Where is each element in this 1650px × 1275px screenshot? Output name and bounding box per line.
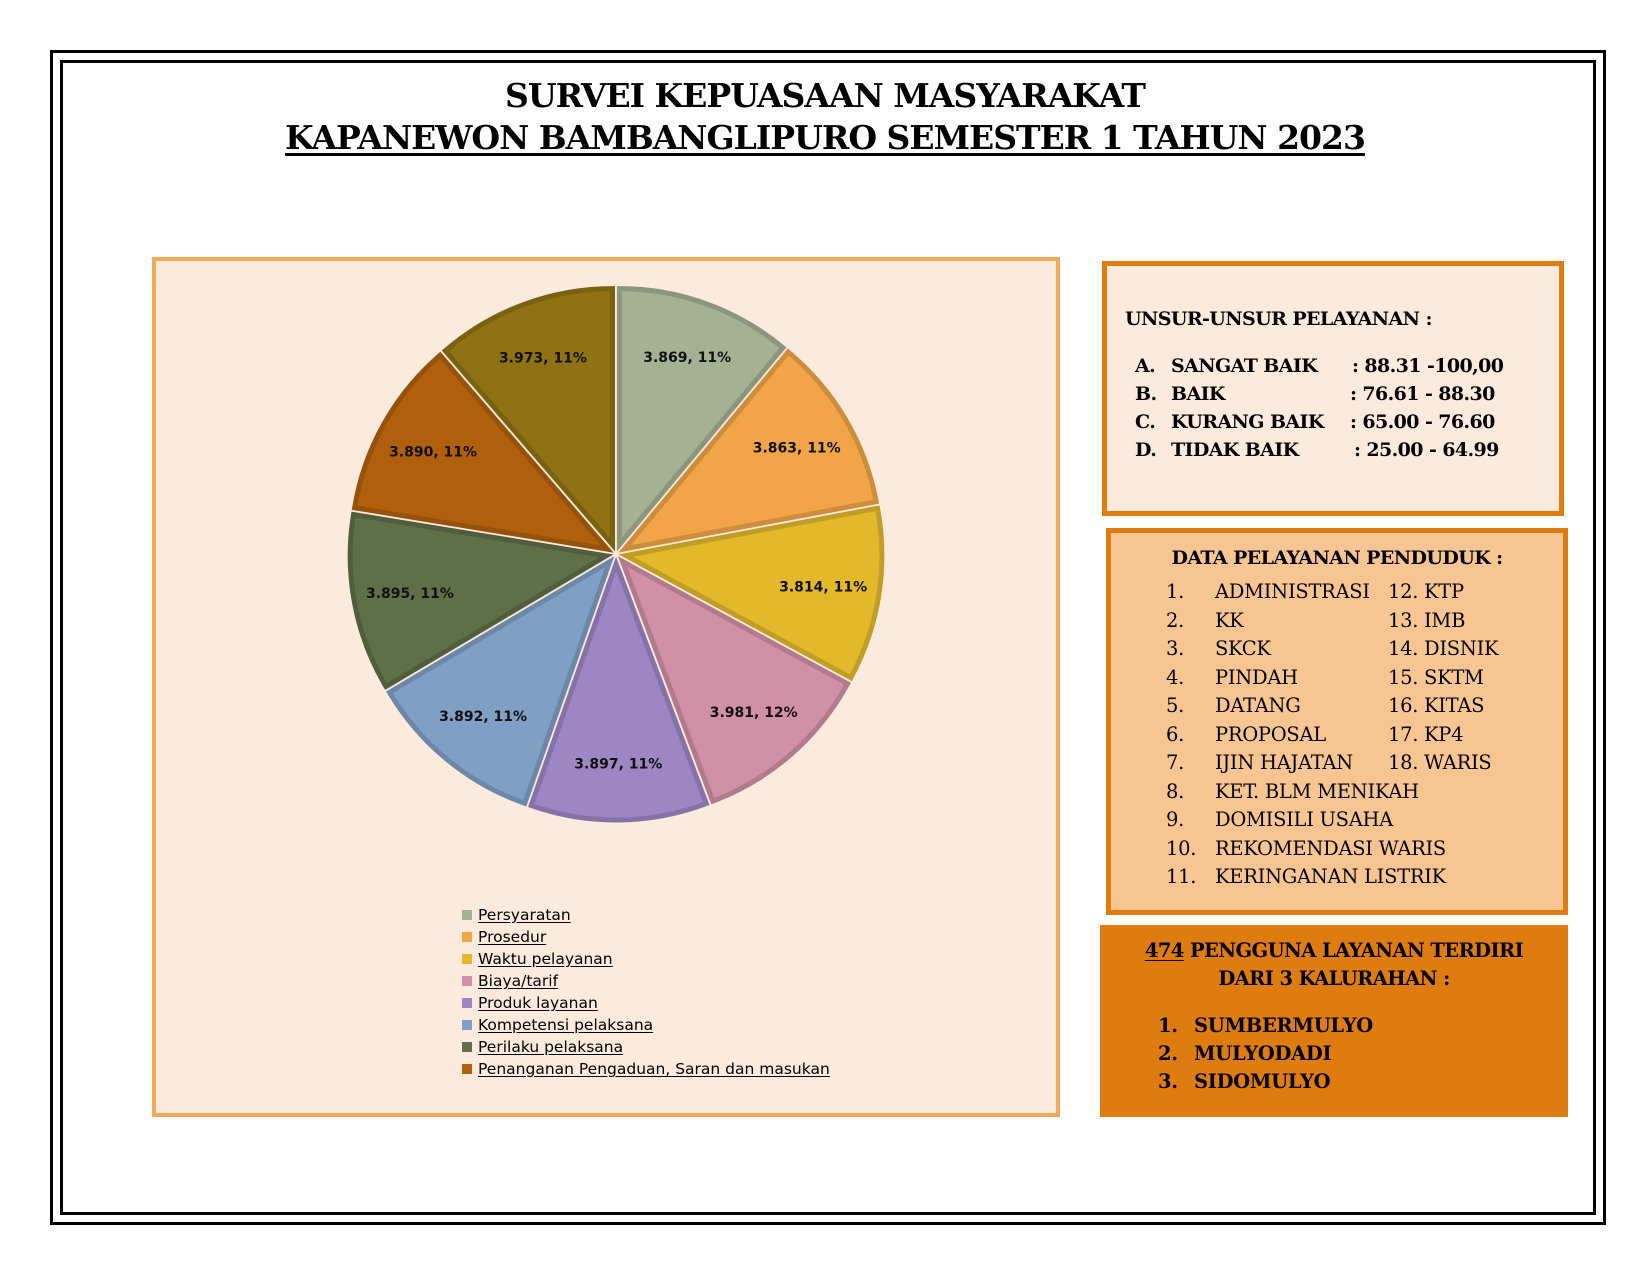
service-number: 10. (1166, 836, 1197, 860)
legend-item (462, 904, 830, 926)
legend-swatch (462, 932, 472, 942)
legend-swatch (462, 1020, 472, 1030)
kalurahan-number: 3. (1158, 1070, 1178, 1093)
legend-item (462, 992, 830, 1014)
category-name: TIDAK BAIK (1171, 439, 1299, 461)
service-number: 2. (1166, 608, 1185, 632)
data-pelayanan-box (1106, 528, 1568, 915)
service-item: SKCK (1215, 637, 1271, 660)
category-letter: D. (1135, 439, 1157, 461)
legend-swatch (462, 976, 472, 986)
slice-data-label: 3.895, 11% (365, 585, 454, 602)
category-range: : 65.00 - 76.60 (1350, 411, 1495, 433)
category-letter: B. (1135, 383, 1157, 405)
service-item: IJIN HAJATAN (1215, 751, 1353, 774)
service-item: PINDAH (1215, 665, 1298, 689)
service-item: 18. WARIS (1388, 751, 1492, 774)
service-item: DATANG (1215, 694, 1301, 717)
pie-chart-panel (152, 257, 1060, 1117)
category-letter: C. (1135, 411, 1156, 433)
kalurahan-name: SIDOMULYO (1194, 1070, 1331, 1093)
legend-item (462, 970, 830, 992)
category-name: KURANG BAIK (1171, 411, 1324, 433)
legend-label: Persyaratan (478, 906, 571, 924)
legend-item (462, 1058, 830, 1080)
legend-label: Waktu pelayanan (478, 950, 613, 968)
legend-label: Biaya/tarif (478, 972, 559, 990)
legend-swatch (462, 910, 472, 920)
legend-item (462, 926, 830, 948)
service-item: REKOMENDASI WARIS (1215, 836, 1446, 860)
legend-swatch (462, 998, 472, 1008)
service-item: 14. DISNIK (1388, 637, 1499, 660)
unsur-heading: UNSUR-UNSUR PELAYANAN : (1125, 308, 1432, 330)
kalurahan-name: SUMBERMULYO (1194, 1014, 1373, 1037)
service-number: 4. (1166, 665, 1185, 689)
category-range: : 88.31 -100,00 (1352, 355, 1504, 377)
service-number: 5. (1166, 694, 1185, 717)
pelayanan-heading: DATA PELAYANAN PENDUDUK : (1171, 547, 1503, 569)
kalurahan-name: MULYODADI (1194, 1042, 1332, 1065)
slice-data-label: 3.897, 11% (574, 756, 663, 773)
legend-swatch (462, 1064, 472, 1074)
service-number: 9. (1166, 808, 1185, 831)
legend-item (462, 1014, 830, 1036)
service-item: 12. KTP (1388, 580, 1464, 603)
service-item: DOMISILI USAHA (1215, 808, 1393, 831)
service-number: 3. (1166, 637, 1185, 660)
legend-label: Perilaku pelaksana (478, 1038, 624, 1056)
service-item: 15. SKTM (1388, 665, 1484, 689)
service-item: KK (1215, 608, 1244, 632)
service-item: 16. KITAS (1388, 694, 1485, 717)
kalurahan-number: 1. (1158, 1014, 1178, 1037)
slice-data-label: 3.892, 11% (439, 709, 528, 726)
category-range: : 76.61 - 88.30 (1350, 383, 1495, 405)
chart-legend (462, 904, 830, 1080)
legend-item (462, 1036, 830, 1058)
pengguna-heading-line2: DARI 3 KALURAHAN : (1218, 967, 1450, 990)
slice-data-label: 3.814, 11% (779, 579, 868, 596)
service-number: 7. (1166, 751, 1185, 774)
service-number: 6. (1166, 722, 1185, 746)
slice-data-label: 3.981, 12% (709, 705, 798, 722)
legend-swatch (462, 954, 472, 964)
service-number: 1. (1166, 580, 1185, 603)
service-number: 8. (1166, 779, 1185, 803)
unsur-pelayanan-box (1102, 261, 1564, 516)
category-name: BAIK (1171, 383, 1225, 405)
page-subtitle: KAPANEWON BAMBANGLIPURO SEMESTER 1 TAHUN 2023 (285, 118, 1365, 157)
slice-data-label: 3.863, 11% (752, 440, 841, 457)
category-name: SANGAT BAIK (1171, 355, 1318, 377)
legend-label: Produk layanan (478, 994, 598, 1012)
pengguna-count: 474 (1144, 939, 1184, 962)
legend-label: Penanganan Pengaduan, Saran dan masukan (478, 1060, 830, 1078)
legend-label: Prosedur (478, 928, 547, 946)
slice-data-label: 3.973, 11% (498, 350, 587, 367)
service-number: 11. (1166, 865, 1197, 888)
service-item: KERINGANAN LISTRIK (1215, 865, 1446, 888)
service-item: KET. BLM MENIKAH (1215, 779, 1419, 803)
category-range: : 25.00 - 64.99 (1354, 439, 1499, 461)
category-letter: A. (1135, 355, 1156, 377)
service-item: PROPOSAL (1215, 722, 1326, 746)
legend-label: Kompetensi pelaksana (478, 1016, 654, 1034)
pengguna-layanan-box (1100, 925, 1568, 1117)
slice-data-label: 3.869, 11% (643, 349, 732, 366)
slice-data-label: 3.890, 11% (389, 444, 478, 461)
service-item: 13. IMB (1388, 608, 1466, 632)
kalurahan-number: 2. (1158, 1042, 1178, 1065)
pengguna-heading (1100, 939, 1568, 962)
service-item: ADMINISTRASI (1215, 580, 1370, 603)
legend-item (462, 948, 830, 970)
legend-swatch (462, 1042, 472, 1052)
pengguna-heading-text: PENGGUNA LAYANAN TERDIRI (1183, 939, 1524, 962)
service-item: 17. KP4 (1388, 722, 1464, 746)
page-title: SURVEI KEPUASAAN MASYARAKAT (505, 76, 1145, 115)
